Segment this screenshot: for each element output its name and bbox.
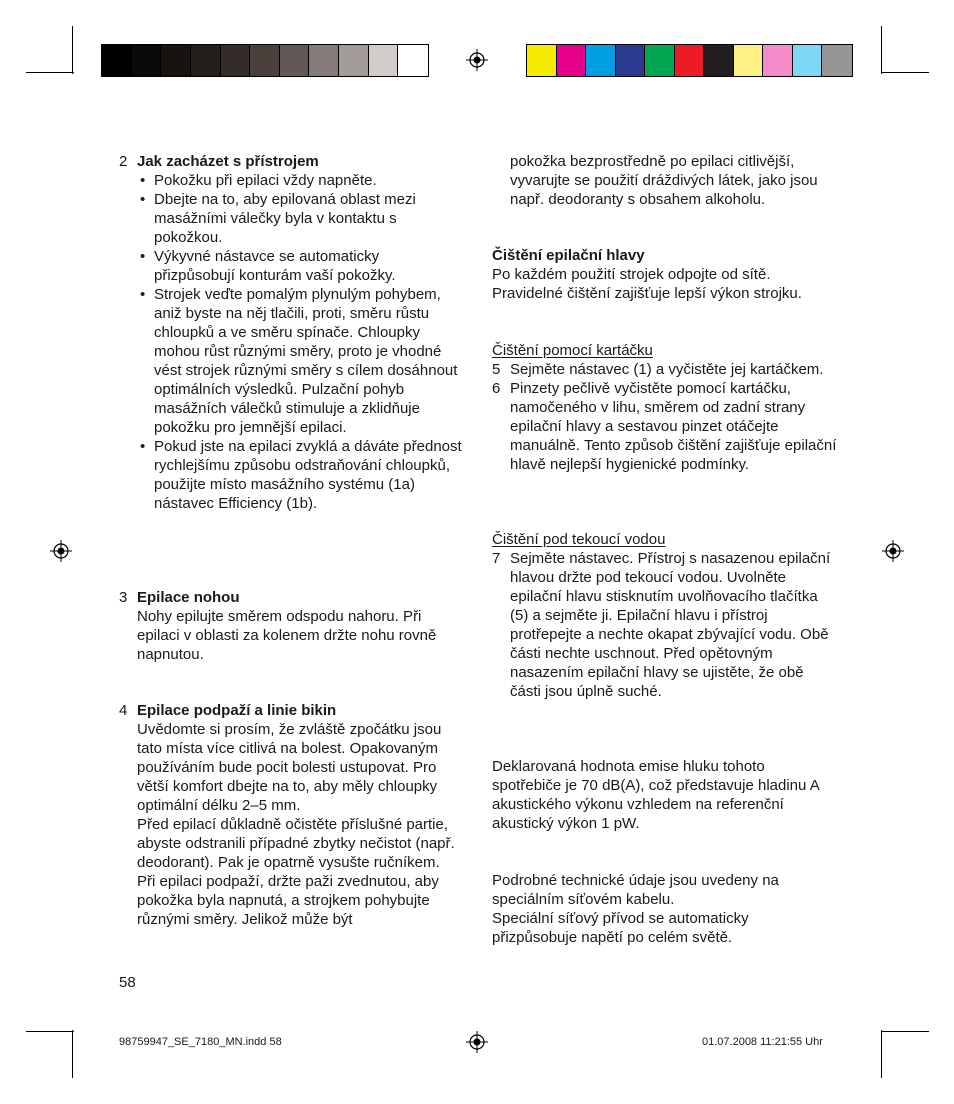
color-swatch [675, 45, 705, 76]
color-swatch [369, 45, 399, 76]
color-swatch [586, 45, 616, 76]
bullet-item: • Pokud jste na epilaci zvyklá a dáváte přednost rychlejšímu způsobu odstraňování chloupků, použijte místo masážního systému (1a) nástavec Efficiency (1b). [119, 437, 464, 513]
color-swatch [398, 45, 428, 76]
color-swatch [557, 45, 587, 76]
color-swatch [132, 45, 162, 76]
section-number: 4 [119, 702, 128, 719]
step-text: Pinzety pečlivě vyčistěte pomocí kartáčku, namočeného v lihu, směrem od zadní strany epilační hlavy a sestavou pinzet otáčejte manuálně. Tento způsob čištění zajišťuje epilační hlavě nejlepší hygienické podmínky. [510, 380, 837, 473]
section-number: 2 [119, 153, 128, 170]
subsection-title: Čištění pod tekoucí vodou [492, 531, 666, 548]
paragraph: Nohy epilujte směrem odspodu nahoru. Při epilaci v oblasti za kolenem držte nohu rovně napnutou. [137, 608, 437, 663]
step-text: Sejměte nástavec (1) a vyčistěte jej kartáčkem. [510, 361, 824, 378]
crop-mark [881, 1031, 929, 1032]
section-number: 3 [119, 589, 128, 606]
bullet-item: • Výkyvné nástavce se automaticky přizpůsobují konturám vaší pokožky. [119, 247, 464, 285]
registration-mark-icon [50, 540, 72, 562]
paragraph: Speciální síťový přívod se automaticky přizpůsobuje napětí po celém světě. [492, 910, 749, 946]
paragraph: Podrobné technické údaje jsou uvedeny na speciálním síťovém kabelu. [492, 872, 779, 908]
color-swatch [704, 45, 734, 76]
color-swatch [250, 45, 280, 76]
color-swatch [191, 45, 221, 76]
color-swatch [734, 45, 764, 76]
step-number: 6 [492, 380, 501, 397]
paragraph: Po každém použití strojek odpojte od sítě. Pravidelné čištění zajišťuje lepší výkon strojku. [492, 266, 802, 302]
registration-mark-icon [882, 540, 904, 562]
section-legs [119, 588, 464, 664]
color-swatch [763, 45, 793, 76]
water-cleaning-section [492, 530, 837, 701]
crop-mark [26, 1031, 74, 1032]
bullet-item: • Pokožku při epilaci vždy napněte. [119, 171, 464, 190]
step-text: Sejměte nástavec. Přístroj s nasazenou epilační hlavou držte pod tekoucí vodou. Uvolněte epilační hlavu stisknutím uvolňovacího tlačítka (5) a sejměte ji. Epilační hlavu i přístroj protřepejte a nechte okapat zbývající vodu. Obě části nechte uschnout. Před opětovným nasazením epilační hlavy se ujistěte, že obě části jsou úplně suché. [510, 550, 831, 700]
paragraph: Uvědomte si prosím, že zvláště zpočátku jsou tato místa více citlivá na bolest. Opakovaným používáním bude pocit bolesti ustupovat. Pro větší komfort dbejte na to, aby měly chloupky optimální délku 2–5 mm. [137, 721, 442, 814]
numbered-step [492, 379, 837, 474]
date-slug: 01.07.2008 11:21:55 Uhr [702, 1036, 823, 1048]
cleaning-section [492, 246, 837, 303]
brush-cleaning-section [492, 341, 837, 474]
registration-mark-icon [466, 49, 488, 71]
color-swatch [161, 45, 191, 76]
color-swatch [102, 45, 132, 76]
color-swatch [645, 45, 675, 76]
tech-section [492, 871, 837, 947]
crop-mark [881, 26, 882, 74]
subsection-title: Čištění pomocí kartáčku [492, 342, 653, 359]
section-underarm [119, 701, 464, 929]
left-column [119, 152, 464, 513]
crop-mark [72, 1030, 73, 1078]
color-swatch [793, 45, 823, 76]
left-column-legs [119, 588, 464, 664]
color-swatch [822, 45, 852, 76]
paragraph: Deklarovaná hodnota emise hluku tohoto spotřebiče je 70 dB(A), což představuje hladinu A akustického výkonu vzhledem na referenční akustický výkon 1 pW. [492, 758, 819, 832]
section-title: Epilace podpaží a linie bikin [137, 702, 337, 719]
paragraph: Při epilaci podpaží, držte paži zvednutou, aby pokožka byla napnutá, a strojkem pohybujte různými směry. Jelikož může být [137, 873, 439, 928]
noise-section [492, 757, 837, 833]
bullet-item: • Strojek veďte pomalým plynulým pohybem, aniž byste na něj tlačili, proti, směru růstu chloupků a ve směru spínače. Chloupky mohou růst různými směry, proto je vhodné vést strojek různými směry s cílem dosáhnout optimálních výsledků. Pulzační pohyb masážních válečků stimuluje a zklidňuje pokožku pro jemnější epilaci. [119, 285, 464, 437]
color-swatch [309, 45, 339, 76]
registration-mark-icon [466, 1031, 488, 1053]
color-swatch [221, 45, 251, 76]
numbered-step [492, 360, 837, 379]
crop-mark [881, 1030, 882, 1078]
page-number: 58 [119, 974, 136, 991]
bullet-item: • Dbejte na to, aby epilovaná oblast mezi masážními válečky byla v kontaktu s pokožkou. [119, 190, 464, 247]
paragraph: Před epilací důkladně očistěte příslušné partie, abyste odstranili případné zbytky nečistot (např. deodorant). Pak je opatrně vysušte ručníkem. [137, 816, 455, 871]
color-swatch [339, 45, 369, 76]
right-column [492, 152, 837, 209]
crop-mark [26, 72, 74, 73]
file-slug: 98759947_SE_7180_MN.indd 58 [119, 1036, 282, 1048]
section-title: Čištění epilační hlavy [492, 247, 645, 264]
grayscale-color-bar [101, 44, 429, 77]
numbered-step [492, 549, 837, 701]
step-number: 5 [492, 361, 501, 378]
left-column-underarm [119, 701, 464, 929]
crop-mark [881, 72, 929, 73]
paragraph: pokožka bezprostředně po epilaci citlivější, vyvarujte se použití dráždivých látek, jako jsou např. deodoranty s obsahem alkoholu. [510, 153, 818, 208]
cmyk-color-bar [526, 44, 853, 77]
crop-mark [72, 26, 73, 74]
section-handling [119, 152, 464, 513]
color-swatch [527, 45, 557, 76]
section-title: Epilace nohou [137, 589, 240, 606]
color-swatch [280, 45, 310, 76]
section-title: Jak zacházet s přístrojem [137, 153, 319, 170]
step-number: 7 [492, 550, 501, 567]
color-swatch [616, 45, 646, 76]
